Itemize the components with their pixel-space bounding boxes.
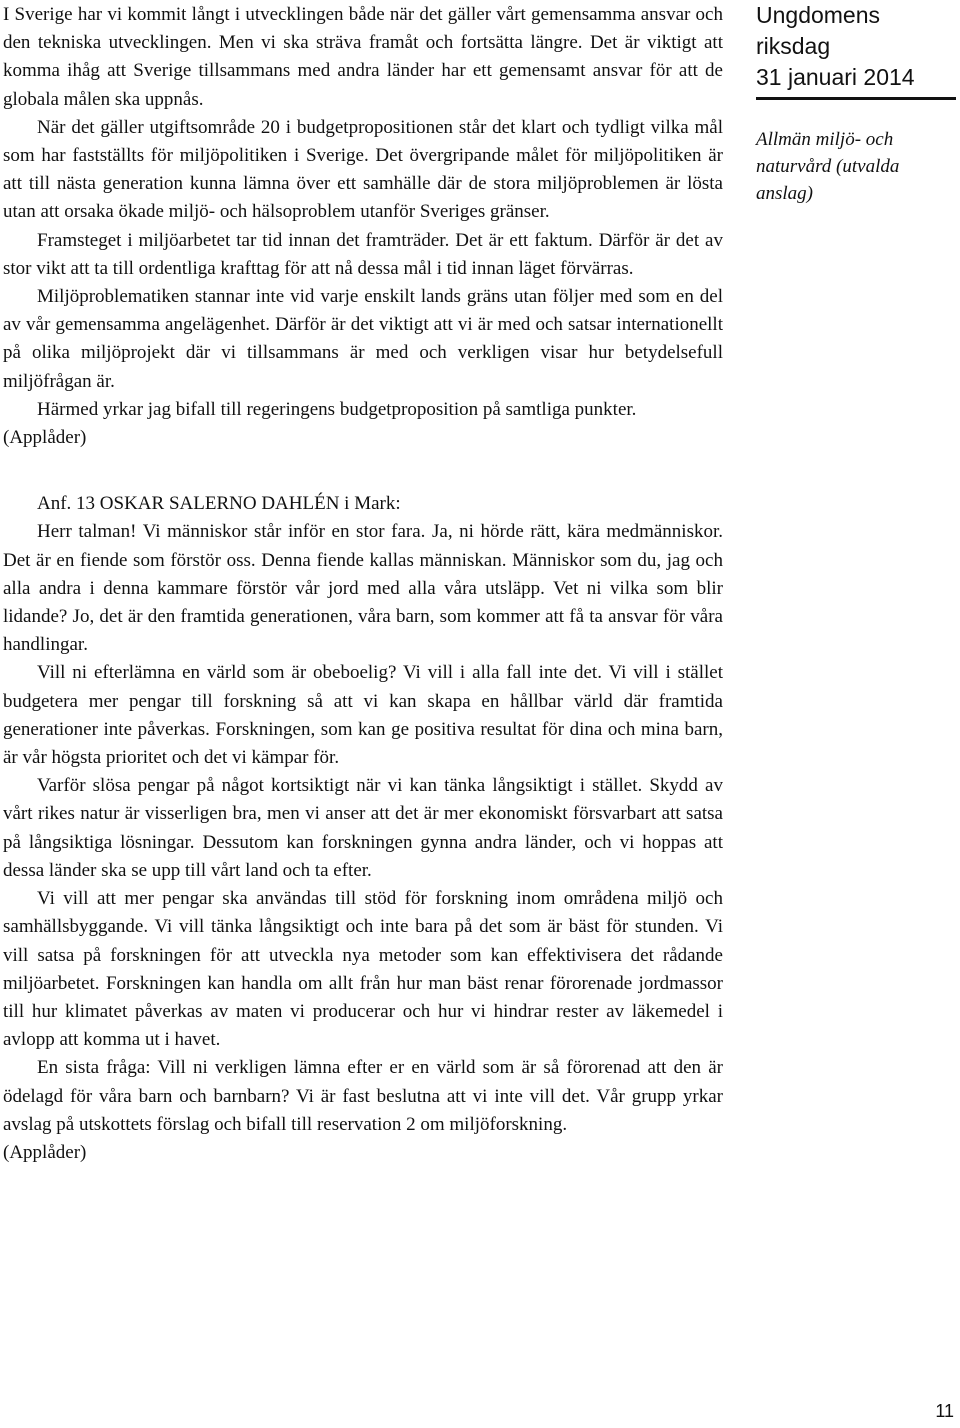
paragraph: I Sverige har vi kommit långt i utvecklingen både när det gäller vårt gemensamma ansvar och den tekniska utvecklingen. Men vi ska sträva framåt och fortsätta längre. Det är viktigt att komma ihåg att Sverige tillsammans med andra länder har ett gemensamt ansvar för att de globala målen ska uppnås. <box>3 4 723 110</box>
paragraph: Herr talman! Vi människor står inför en stor fara. Ja, ni hörde rätt, kära medmänniskor. Det är en fiende som förstör oss. Denna fiende kallas människan. Människor som du, jag och alla andra i denna kammare förstör vår jord med alla våra utsläpp. Vet ni vilka som blir lidande? Jo, det är den framtida generationen, våra barn, som kommer att få ta ansvar för våra handlingar. <box>3 521 723 656</box>
paragraph: Vi vill att mer pengar ska användas till stöd för forskning inom områdena miljö och samhällsbyggande. Vi vill tänka långsiktigt och inte bara på det som är bäst för stunden. Vi vill satsa på forskningen för att utveckla nya metoder som kan effektivisera det rådande miljöarbetet. Forskningen kan handla om allt från hur man bäst renar förorenade jordmassor till hur klimatet påverkas av maten vi producerar och hur vi hindrar rester av läkemedel i avlopp att komma ut i havet. <box>3 888 723 1051</box>
event-date: 31 januari 2014 <box>756 64 915 90</box>
sidebar-topic: Allmän miljö- och naturvård (utvalda anslag) <box>756 129 900 204</box>
speech-text-column <box>3 1 723 1167</box>
event-title-line1: Ungdomens <box>756 2 881 28</box>
sidebar-header <box>756 0 956 100</box>
page-number: 11 <box>935 1401 954 1421</box>
speech-block <box>3 490 723 1167</box>
paragraph: Vill ni efterlämna en värld som är obeboelig? Vi vill i alla fall inte det. Vi vill i stället budgetera mer pengar till forskning så att vi kan skapa en hållbar värld där framtida generationer inte påverkas. Forskningen, som kan ge positiva resultat för dina och mina barn, är vår högsta prioritet och det vi kämpar för. <box>3 662 723 769</box>
paragraph: En sista fråga: Vill ni verkligen lämna efter er en värld som är så förorenad att den är ödelagd för våra barn och barnbarn? Vi är fast beslutna att vi inte vill det. Vår grupp yrkar avslag på utskottets förslag och bifall till reservation 2 om miljöforskning. <box>3 1057 723 1135</box>
paragraph: Miljöproblematiken stannar inte vid varje enskilt lands gräns utan följer med som en del av vår gemensamma angelägenhet. Därför är det viktigt att vi är med och satsar internationellt på olika miljöprojekt där vi tillsammans är med och verkligen visar hur betydelsefull miljöfrågan är. <box>3 286 723 392</box>
paragraph: Härmed yrkar jag bifall till regeringens budgetproposition på samtliga punkter. <box>37 398 637 420</box>
paragraph: När det gäller utgiftsområde 20 i budgetpropositionen står det klart och tydligt vilka mål som har fastställts för miljöpolitiken i Sverige. Det övergripande målet för miljöpolitiken är att till nästa generation kunna lämna över ett samhälle där de stora miljöproblemen är lösta utan att orsaka ökade miljö- och hälsoproblem utanför Sveriges gränser. <box>3 116 723 223</box>
paragraph: Varför slösa pengar på något kortsiktigt när vi kan tänka långsiktigt i stället. Skydd av vårt rikes natur är visserligen bra, men vi anser att det är mer ekonomiskt försvarbart att satsa på långsiktiga lösningar. Dessutom kan forskningen gynna andra länder, och vi hoppas att dessa länder ska se upp till vårt land och ta efter. <box>3 775 723 881</box>
applause-note: (Applåder) <box>3 427 87 449</box>
paragraph: Framsteget i miljöarbetet tar tid innan det framträder. Det är ett faktum. Därför är det av stor vikt att ta till ordentliga krafttag för att nå dessa mål i tid innan läget förvärras. <box>3 229 723 279</box>
event-title-line2: riksdag <box>756 33 831 59</box>
applause-note: (Applåder) <box>3 1141 87 1163</box>
margin-sidebar <box>756 0 956 207</box>
speaker-heading: Anf. 13 OSKAR SALERNO DAHLÉN i Mark: <box>37 493 401 515</box>
